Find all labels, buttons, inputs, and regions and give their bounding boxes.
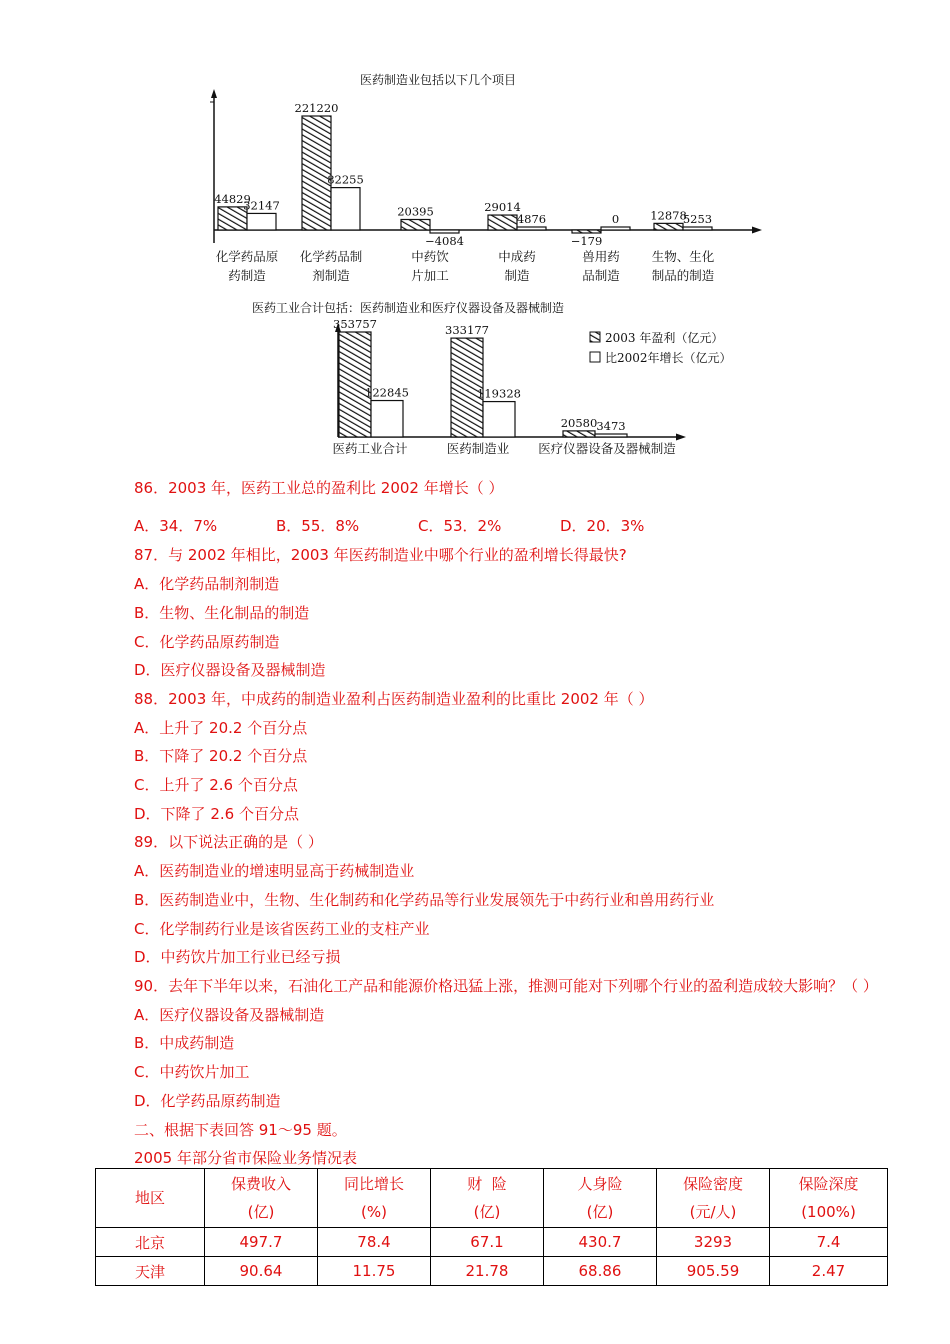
q90-option-a[interactable]: A．医疗仪器设备及器械制造: [134, 1006, 325, 1024]
cell-region: 天津: [96, 1257, 205, 1286]
category-label-5: 制品的制造: [651, 268, 715, 283]
category-label-3: 制造: [504, 268, 530, 283]
cell-property-insurance: 67.1: [431, 1228, 544, 1257]
category-label-1: 剂制造: [312, 268, 350, 283]
category-label-0: 药制造: [228, 268, 266, 283]
value-label-growth-1: 119328: [477, 386, 521, 401]
chart1-title: 医药制造业包括以下几个项目: [360, 73, 517, 87]
q86-option-a[interactable]: A．34．7%: [134, 517, 218, 535]
cell-life-insurance: 68.86: [544, 1257, 657, 1286]
category-label-4: 兽用药: [582, 249, 620, 264]
header-region: 地区: [96, 1169, 205, 1228]
cell-life-insurance: 430.7: [544, 1228, 657, 1257]
bar-growth-1: [331, 188, 360, 230]
table-title: 2005 年部分省市保险业务情况表: [134, 1149, 357, 1167]
q86-option-d[interactable]: D．20．3%: [560, 517, 645, 535]
bar-profit-2003-3: [488, 215, 517, 230]
header-yoy-growth: 同比增长 (%): [318, 1169, 431, 1228]
legend-swatch-profit: [590, 332, 600, 342]
value-label-profit-0: 353757: [333, 317, 377, 331]
q88-option-d[interactable]: D．下降了 2.6 个百分点: [134, 805, 299, 823]
bar-growth-0: [247, 213, 276, 230]
bar-growth-2: [430, 230, 459, 233]
q87-option-d[interactable]: D．医疗仪器设备及器械制造: [134, 661, 326, 679]
q89-option-b[interactable]: B．医药制造业中，生物、生化制药和化学药品等行业发展领先于中药行业和兽用药行业: [134, 891, 715, 909]
category-label-2: 医疗仪器设备及器械制造: [538, 441, 676, 456]
cell-yoy-growth: 78.4: [318, 1228, 431, 1257]
question-89: 89．以下说法正确的是（ ）: [134, 833, 323, 851]
legend-label-growth: 比2002年增长（亿元）: [605, 351, 732, 365]
value-label-profit-4: −179: [570, 234, 603, 248]
category-label-3: 中成药: [498, 249, 536, 264]
category-label-1: 化学药品制: [299, 249, 363, 264]
q90-option-d[interactable]: D．化学药品原药制造: [134, 1092, 281, 1110]
q89-option-d[interactable]: D．中药饮片加工行业已经亏损: [134, 948, 341, 966]
cell-yoy-growth: 11.75: [318, 1257, 431, 1286]
q89-option-a[interactable]: A．医药制造业的增速明显高于药械制造业: [134, 862, 415, 880]
table-row: [96, 1228, 888, 1257]
question-86: 86．2003 年，医药工业总的盈利比 2002 年增长（ ）: [134, 479, 504, 497]
category-label-1: 医药制造业: [446, 441, 510, 456]
cell-region: 北京: [96, 1228, 205, 1257]
bar-profit-2003-0: [339, 332, 371, 437]
question-90: 90．去年下半年以来，石油化工产品和能源价格迅猛上涨，推测可能对下列哪个行业的盈利造成较大影响？（ ）: [134, 977, 878, 995]
q87-option-b[interactable]: B．生物、生化制品的制造: [134, 604, 310, 622]
q88-option-a[interactable]: A．上升了 20.2 个百分点: [134, 719, 308, 737]
category-label-4: 品制造: [582, 268, 620, 283]
q90-option-b[interactable]: B．中成药制造: [134, 1034, 235, 1052]
category-label-0: 化学药品原: [215, 249, 279, 264]
category-label-5: 生物、生化: [651, 249, 715, 264]
header-insurance-depth: 保险深度 (100%): [770, 1169, 888, 1228]
bar-growth-1: [483, 402, 515, 437]
bar-growth-5: [683, 227, 712, 230]
cell-property-insurance: 21.78: [431, 1257, 544, 1286]
value-label-profit-1: 333177: [445, 323, 489, 338]
value-label-growth-2: −4084: [425, 234, 464, 248]
chart-pharma-industry-total: [240, 295, 740, 465]
cell-insurance-depth: 2.47: [770, 1257, 888, 1286]
cell-insurance-density: 905.59: [657, 1257, 770, 1286]
value-label-profit-5: 12878: [650, 208, 687, 223]
category-label-2: 中药饮: [411, 249, 449, 264]
value-label-growth-4: 0: [611, 212, 620, 226]
q90-option-c[interactable]: C．中药饮片加工: [134, 1063, 250, 1081]
bar-growth-3: [517, 227, 546, 230]
section2-heading: 二、根据下表回答 91～95 题。: [134, 1121, 347, 1139]
header-property-insurance: 财 险 (亿): [431, 1169, 544, 1228]
cell-insurance-depth: 7.4: [770, 1228, 888, 1257]
q86-option-b[interactable]: B．55．8%: [276, 517, 360, 535]
value-label-growth-1: 82255: [327, 172, 364, 187]
table-row: [96, 1257, 888, 1286]
value-label-profit-1: 221220: [294, 101, 339, 115]
chart1-y-axis: [210, 89, 217, 243]
value-label-growth-0: 122845: [365, 385, 409, 400]
insurance-table: [95, 1168, 888, 1286]
q88-option-c[interactable]: C．上升了 2.6 个百分点: [134, 776, 298, 794]
question-87: 87．与 2002 年相比，2003 年医药制造业中哪个行业的盈利增长得最快?: [134, 546, 627, 564]
cell-premium-income: 90.64: [205, 1257, 318, 1286]
bar-profit-2003-5: [654, 223, 683, 230]
q86-option-c[interactable]: C．53．2%: [418, 517, 502, 535]
q87-option-c[interactable]: C．化学药品原药制造: [134, 633, 280, 651]
category-label-2: 片加工: [411, 268, 449, 283]
value-label-profit-2: 20580: [560, 415, 598, 430]
q87-option-a[interactable]: A．化学药品制剂制造: [134, 575, 280, 593]
header-life-insurance: 人身险 (亿): [544, 1169, 657, 1228]
q88-option-b[interactable]: B．下降了 20.2 个百分点: [134, 747, 308, 765]
chart2-legend: [590, 330, 732, 365]
header-insurance-density: 保险密度 (元/人): [657, 1169, 770, 1228]
q89-option-c[interactable]: C．化学制药行业是该省医药工业的支柱产业: [134, 920, 430, 938]
value-label-profit-3: 29014: [484, 200, 521, 215]
header-premium-income: 保费收入 (亿): [205, 1169, 318, 1228]
value-label-profit-0: 44829: [214, 191, 251, 206]
bar-profit-2003-2: [401, 219, 430, 230]
chart2-title: 医药工业合计包括：医药制造业和医疗仪器设备及器械制造: [252, 301, 565, 315]
bar-growth-0: [371, 401, 403, 437]
cell-premium-income: 497.7: [205, 1228, 318, 1257]
value-label-growth-0: 32147: [243, 198, 280, 213]
value-label-profit-2: 20395: [397, 204, 434, 219]
table-header-row: [96, 1169, 888, 1228]
legend-label-profit: 2003 年盈利（亿元）: [605, 331, 724, 345]
cell-insurance-density: 3293: [657, 1228, 770, 1257]
bar-profit-2003-4: [572, 230, 601, 233]
value-label-growth-2: 3473: [596, 419, 626, 433]
bar-growth-4: [601, 227, 630, 230]
value-label-growth-3: 4876: [516, 212, 547, 226]
question-88: 88．2003 年，中成药的制造业盈利占医药制造业盈利的比重比 2002 年（ ）: [134, 690, 654, 708]
chart-pharma-manufacturing: [190, 65, 770, 290]
category-label-0: 医药工业合计: [332, 441, 408, 456]
bar-profit-2003-2: [563, 431, 595, 437]
value-label-growth-5: 5253: [682, 212, 713, 226]
legend-swatch-growth: [590, 352, 600, 362]
bar-growth-2: [595, 434, 627, 437]
